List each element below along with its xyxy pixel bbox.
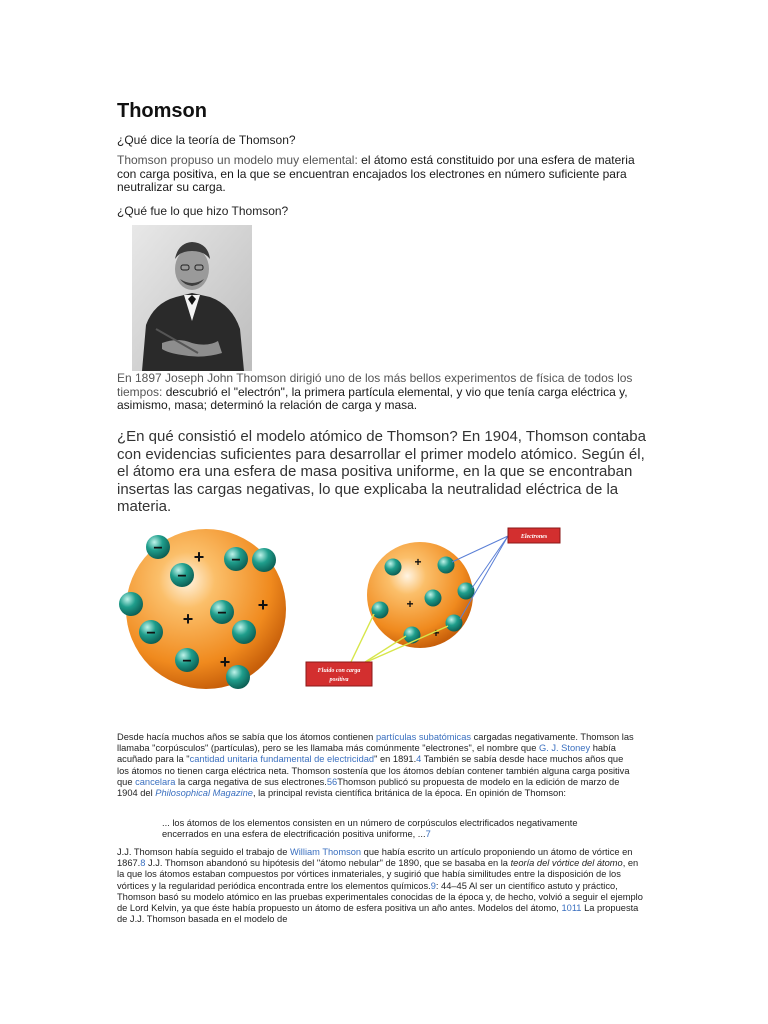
paragraph-model [117,154,657,195]
footnote-link[interactable]: 56 [326,776,338,787]
negative-sign: − [153,540,163,557]
paragraph-rest: el átomo está constituido por una esfera de materia con carga positiva, en la que se encuentran encajados los electrones en número suficiente para neutralizar su carga. [117,153,635,194]
thomson-portrait [132,225,252,371]
page-title: Thomson [117,100,207,122]
negative-sign: − [177,568,187,585]
atom-model-small [306,528,560,686]
atom-model-large [119,529,286,689]
positive-sign: + [432,626,440,640]
positive-sign: + [219,652,231,672]
paragraph-vortex: J.J. Thomson había seguido el trabajo de William Thomson que había escrito un artículo proponiendo un átomo de vórtice en 1867.8 J.J. Thomson abandonó su hipótesis del "átomo nebular" de 1890, que se basaba en la teoría del vórtice del átomo, en la que los átomos estaban compuestos por vórtices inmateriales, y sugirió que había similitudes entre la disposición de los vórtices y la regularidad periódica encontrada entre los elementos químicos.9: 44–45 Al ser un científico astuto y práctico, Thomson basó su modelo atómico en las pruebas experimentales conocidas de la época y, de hecho, volvió a seguir el ejemplo de Lord Kelvin, ya que éste había propuesto un átomo de esfera positiva un año antes. Modelos del átomo, 1011 La propuesta de J.J. Thomson basada en el modelo de [117,847,643,925]
callout-label: positiva [329,677,349,683]
paragraph-history: Desde hacía muchos años se sabía que los átomos contienen partículas subatómicas cargadas negativamente. Thomson las llamaba "corpúsculos" (partículas), pero se les llamaba más comúnmente "electrones", el nombre que G. J. Stoney había acuñado para la "cantidad unitaria fundamental de electricidad" en 1891.4 También se sabía desde hace muchos años que los átomos no tienen carga eléctrica neta. Thomson sostenía que los átomos debían contener también alguna carga positiva que cancelara la carga negativa de sus electrones.56Thomson publicó su propuesta de modelo en la edición de marzo de 1904 del Philosophical Magazine, la principal revista científica británica de la época. En opinión de Thomson: [117,732,634,799]
link-cancelara[interactable]: cancelara [135,776,176,787]
question-heading-2: ¿Qué fue lo que hizo Thomson? [117,204,289,218]
link-particulas-subatomicas[interactable]: partículas subatómicas [375,732,472,742]
positive-sign: + [406,597,414,611]
paragraph-lead: Thomson propuso un modelo muy elemental: [117,153,362,167]
footnote-link[interactable]: 9 [430,880,436,891]
question-heading-1: ¿Qué dice la teoría de Thomson? [117,133,296,147]
positive-sign: + [257,595,269,615]
blockquote-thomson: ... los átomos de los elementos consisten en un número de corpúsculos electrificados negativamente encerrados en una esfera de electrificación positiva uniforme, ...7 [162,818,578,840]
thomson-atom-diagram [116,522,576,692]
footnote-link[interactable]: 1011 [561,903,582,914]
footnote-link[interactable]: 8 [140,858,146,869]
callout-label: Electrones [520,534,548,540]
negative-sign: − [217,605,227,622]
paragraph-lead: En 1897 Joseph John Thomson dirigió uno de los más bellos experimentos de física de todos los tiempos: [117,371,633,399]
link-cantidad-unitaria[interactable]: cantidad unitaria fundamental de electricidad [189,754,375,765]
callout-fluido [306,662,372,686]
link-william-thomson[interactable]: William Thomson [289,847,362,857]
positive-sign: + [414,555,422,569]
footnote-link[interactable]: 7 [425,829,431,840]
negative-sign: − [146,625,156,642]
callout-electrones [508,528,560,543]
footnote-link[interactable]: 4 [416,754,422,765]
paragraph-experiment [117,372,657,413]
paragraph-atomic-model: ¿En qué consistió el modelo atómico de Thomson? En 1904, Thomson contaba con evidencias suficientes para desarrollar el primer modelo atómico. Según él, el átomo era una esfera de masa positiva uniforme, en la que se encontraban insertas las cargas negativas, lo que explicaba la neutralidad eléctrica de la materia. [117,428,646,515]
negative-sign: − [182,653,192,670]
positive-sign: + [182,609,194,629]
callout-label: Fluido con carga [317,668,361,674]
link-stoney[interactable]: G. J. Stoney [538,743,591,754]
paragraph-rest: descubrió el "electrón", la primera partícula elemental, y vio que tenía carga eléctrica y, asimismo, masa; determinó la relación de carga y masa. [117,384,628,412]
negative-sign: − [231,552,241,569]
positive-sign: + [193,547,205,567]
link-philosophical-magazine[interactable]: Philosophical Magazine [155,788,253,799]
